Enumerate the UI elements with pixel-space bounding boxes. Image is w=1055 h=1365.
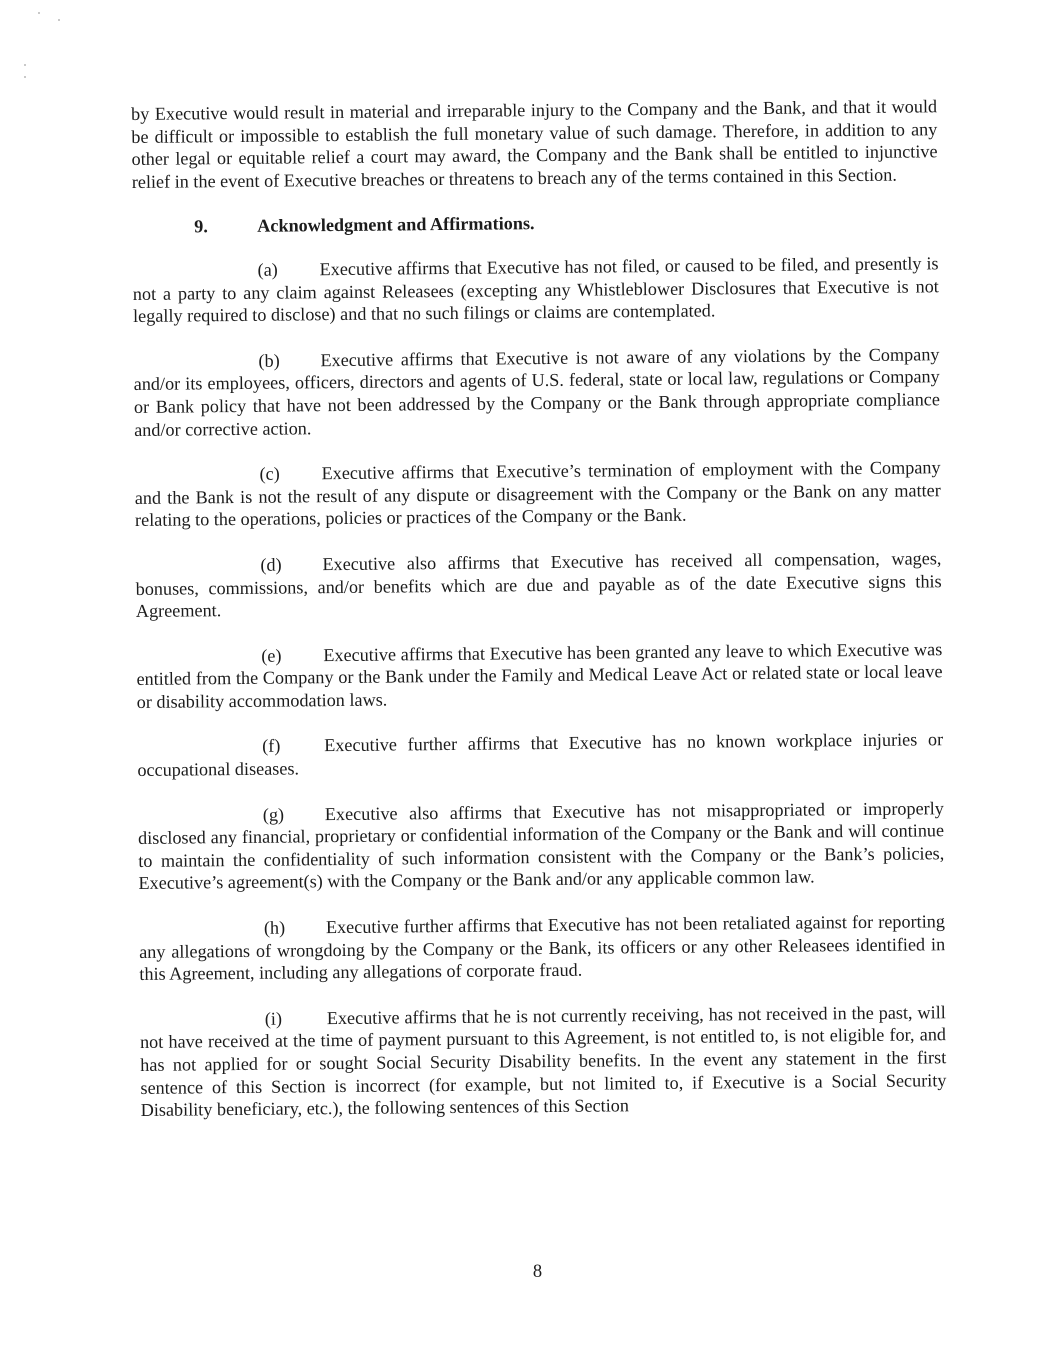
scan-speck	[38, 12, 40, 14]
section-number: 9.	[194, 216, 208, 237]
section-title: Acknowledgment and Affirmations.	[257, 213, 535, 237]
item-label: (h)	[263, 917, 286, 938]
item-text: Executive affirms that he is not currently receiving, has not received in the past, will not have received at the time of payment pursuant to this Agreement, is not entitled to, is not eligible for, and has not applied for or sought Social Security Disability benefits. In the event any statement in the first sentence of this Section is incorrect (for example, but not limited to, if Executive is a Social Security Disability beneficiary, etc.), the following sentences of this Section	[139, 1002, 947, 1121]
scan-speck	[58, 19, 60, 21]
item-text: Executive also affirms that Executive has received all compensation, wages, bonuses, commissions, and/or benefits which are due and payable as of the date Executive signs this Agreement.	[135, 548, 942, 622]
item-label: (a)	[257, 259, 278, 280]
item-text: Executive affirms that Executive has not filed, or caused to be filed, and presently is not a party to any claim against Releasees (excepting any Whistleblower Disclosures that Executive is not legally required to disclose) and that no such filings or claims are contemplated.	[132, 253, 939, 327]
item-text: Executive affirms that Executive’s termination of employment with the Company and the Bank is not the result of any dispute or disagreement with the Company or the Bank on any matter relating to the operations, policies or practices of the Company or the Bank.	[134, 457, 941, 531]
list-item	[134, 456, 941, 532]
section-heading	[132, 209, 938, 239]
item-text: Executive also affirms that Executive has not misappropriated or improperly disclosed any financial, proprietary or confidential information of the Company or the Bank and will continue to maintain the confidentiality of such information consistent with the Company or the Bank’s policies, Executive’s agreement(s) with the Company or the Bank and/or any applicable common law.	[137, 797, 945, 894]
list-item	[133, 343, 940, 441]
opening-paragraph: by Executive would result in material and irreparable injury to the Company and the Bank, and that it would be difficult or impossible to establish the full monetary value of such damage. Therefore, in addition to any other legal or equitable relief a court may award, the Company and the Bank shall be entitled to injunctive relief in the event of Executive breaches or threatens to breach any of the terms contained in this Section.	[131, 96, 938, 192]
list-item	[138, 797, 945, 895]
list-item	[133, 252, 940, 328]
item-label: (i)	[264, 1008, 283, 1029]
item-label: (b)	[258, 350, 280, 371]
list-item	[139, 910, 946, 986]
page-number: 8	[532, 1262, 543, 1282]
list-item	[137, 729, 943, 782]
scan-speck	[24, 64, 26, 66]
item-text: Executive affirms that Executive has been granted any leave to which Executive was entitled from the Company or the Bank under the Family and Medical Leave Act or related state or local leave or disability accommodation laws.	[136, 638, 943, 712]
item-label: (d)	[260, 554, 282, 575]
list-item	[140, 1001, 947, 1122]
item-label: (e)	[261, 645, 282, 666]
item-label: (f)	[262, 736, 281, 757]
item-text: Executive further affirms that Executive has not been retaliated against for reporting any allegations of wrongdoing by the Company or the Bank, its officers or any other Releasees identified in this Agreement, including any allegations of corporate fraud.	[139, 911, 946, 985]
document-body	[131, 95, 947, 1144]
item-label: (c)	[259, 463, 280, 484]
list-item	[136, 638, 943, 714]
list-item	[135, 547, 942, 623]
item-label: (g)	[262, 804, 285, 825]
scan-speck	[24, 76, 26, 78]
item-text: Executive further affirms that Executive has no known workplace injuries or occupational diseases.	[137, 729, 944, 781]
item-text: Executive affirms that Executive is not aware of any violations by the Company and/or its employees, officers, directors and agents of U.S. federal, state or local law, regulations or Company or Bank policy that have not been addressed by the Company or the Bank through appropriate compliance and/or corrective action.	[133, 344, 940, 440]
